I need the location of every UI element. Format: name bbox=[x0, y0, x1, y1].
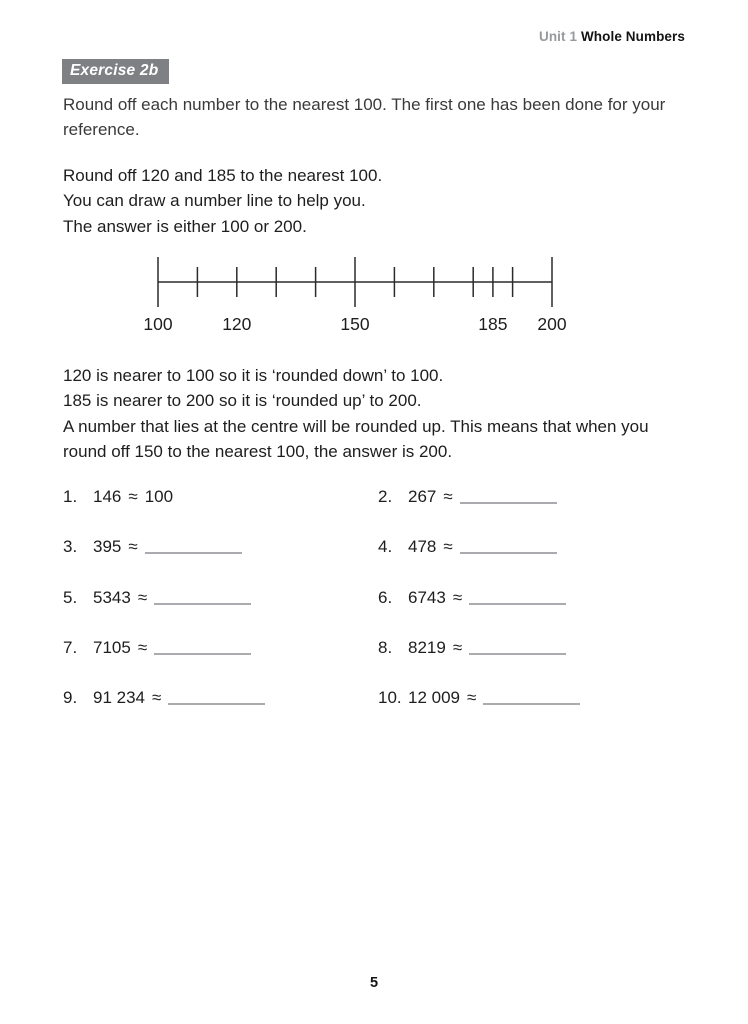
approx-symbol: ≈ bbox=[443, 487, 453, 506]
unit-title: Whole Numbers bbox=[580, 29, 685, 44]
answer-blank bbox=[154, 653, 251, 655]
explanation-line: A number that lies at the centre will be rounded up. This means that when you round off 150 to the nearest 100, the answer is 200. bbox=[63, 416, 649, 462]
number-line-diagram bbox=[0, 250, 748, 342]
approx-symbol: ≈ bbox=[452, 637, 463, 657]
example-line: Round off 120 and 185 to the nearest 100. bbox=[63, 166, 383, 185]
problem-value: 395 bbox=[93, 537, 122, 557]
problem-answer: 100 bbox=[144, 487, 174, 506]
exercise-instructions: Round off each number to the nearest 100. The first one has been done for your reference. bbox=[63, 95, 666, 139]
problem-number: 7. bbox=[63, 637, 78, 657]
approx-symbol: ≈ bbox=[137, 587, 148, 607]
approx-symbol: ≈ bbox=[467, 688, 477, 708]
problem-value: 478 bbox=[408, 537, 437, 557]
problem-number: 3. bbox=[63, 537, 78, 557]
problem-value: 6743 bbox=[408, 587, 446, 607]
problem-4 bbox=[378, 537, 687, 587]
page-number: 5 bbox=[369, 975, 379, 991]
problem-value: 7105 bbox=[93, 637, 131, 657]
number-line-label: 120 bbox=[222, 314, 252, 334]
answer-blank bbox=[469, 653, 566, 655]
number-line-label: 200 bbox=[537, 314, 567, 334]
approx-symbol: ≈ bbox=[452, 587, 463, 607]
approx-symbol: ≈ bbox=[137, 637, 148, 657]
example-line: You can draw a number line to help you. bbox=[63, 191, 366, 211]
problem-value: 8219 bbox=[408, 637, 446, 657]
problem-value: 12 009 bbox=[408, 688, 460, 708]
problem-7 bbox=[63, 638, 378, 688]
problem-6 bbox=[378, 588, 687, 638]
answer-blank bbox=[469, 603, 566, 605]
problem-1 bbox=[63, 487, 378, 537]
answer-blank bbox=[168, 703, 265, 705]
problem-10 bbox=[378, 688, 687, 738]
problem-8 bbox=[378, 638, 687, 688]
problem-number: 10. bbox=[378, 688, 402, 708]
exercise-badge: Exercise 2b bbox=[62, 59, 169, 84]
problem-number: 4. bbox=[378, 537, 393, 557]
number-line-label: 150 bbox=[340, 314, 370, 334]
answer-blank bbox=[483, 703, 580, 705]
example-block bbox=[63, 163, 687, 239]
problem-value: 5343 bbox=[93, 587, 131, 607]
problem-number: 8. bbox=[378, 637, 393, 657]
unit-label: Unit 1 bbox=[538, 29, 578, 44]
example-line: The answer is either 100 or 200. bbox=[63, 216, 307, 236]
answer-blank bbox=[460, 552, 557, 554]
problem-number: 9. bbox=[63, 688, 78, 708]
problem-value: 146 bbox=[93, 487, 122, 506]
problem-2 bbox=[378, 487, 687, 537]
approx-symbol: ≈ bbox=[128, 537, 138, 557]
problem-5 bbox=[63, 588, 378, 638]
problems-grid bbox=[63, 487, 687, 738]
problem-value: 267 bbox=[408, 487, 437, 506]
problem-value: 91 234 bbox=[93, 688, 145, 708]
answer-blank bbox=[460, 502, 557, 504]
page-header bbox=[539, 29, 685, 44]
problem-number: 2. bbox=[378, 487, 393, 506]
explanation-line: 120 is nearer to 100 so it is ‘rounded down’ to 100. bbox=[63, 366, 444, 385]
explanation-block bbox=[63, 363, 683, 465]
number-line-label: 100 bbox=[143, 314, 173, 334]
problem-number: 5. bbox=[63, 587, 78, 607]
problem-3 bbox=[63, 537, 378, 587]
answer-blank bbox=[154, 603, 251, 605]
problem-9 bbox=[63, 688, 378, 738]
answer-blank bbox=[145, 552, 242, 554]
explanation-line: 185 is nearer to 200 so it is ‘rounded up’ to 200. bbox=[63, 391, 422, 411]
problem-number: 1. bbox=[63, 487, 78, 506]
problem-number: 6. bbox=[378, 587, 393, 607]
approx-symbol: ≈ bbox=[152, 688, 162, 708]
approx-symbol: ≈ bbox=[128, 487, 138, 506]
approx-symbol: ≈ bbox=[443, 537, 453, 557]
number-line-label: 185 bbox=[478, 314, 508, 334]
